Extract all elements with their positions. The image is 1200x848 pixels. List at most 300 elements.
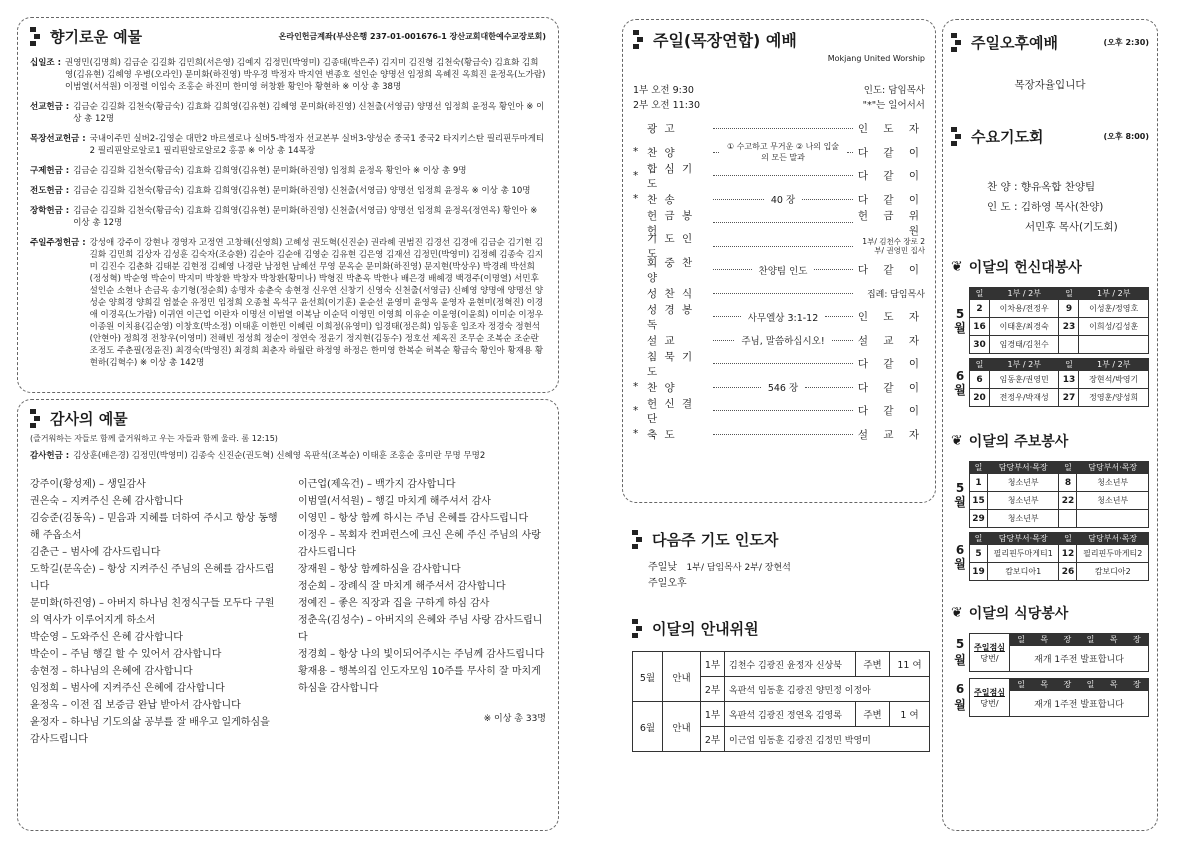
wednesday-lead: 인 도 : 김하영 목사(찬양) (987, 201, 1104, 213)
dedication-header-cell: 1부 / 2부 (989, 359, 1059, 371)
bulletin-table-row (970, 510, 1149, 528)
worship-heading (633, 28, 925, 51)
guide-row (633, 652, 930, 677)
offering-names: 김금순 김길화 김천숙(황금숙) 김효화 김희영(김유현) 문미화(하진영) 신천출(서영금) 양명선 임정희 윤정옥 ※ 이상 총 10명 (73, 186, 531, 196)
dedication-header-cell: 일 (970, 359, 990, 371)
guide-names: 옥판석 임동훈 김광진 양민정 이정아 (725, 677, 930, 702)
worship-item-mid (709, 192, 857, 206)
guide-part: 2부 (701, 727, 725, 752)
cafeteria-month-label: 6월 (954, 682, 966, 712)
thanks-lead (30, 450, 546, 462)
worship-time-2: 2부 오전 11:30 (633, 100, 700, 111)
cafeteria-header-cell: 장 (1125, 634, 1148, 646)
worship-item-name: 기 도 인 도 (647, 233, 695, 261)
thanks-item: 이범열(서석원) – 행길 마치게 해주셔서 감사 (298, 496, 491, 507)
bulletin-month-label: 5월 (954, 480, 966, 509)
heart-icon: ❦ (951, 605, 963, 621)
offering-names: 권영민(김명희) 김금순 김길화 김민희(서은영) 김예지 김정민(박영미) 김종태(박은주) 김지미 김진형 김천숙(황금숙) 김효화 김희영(김유현) 김혜영 우병(오라인) 문미화(하진영) 박우경 박정자 박지연 변종호 설인순 양명선 임정희 옥혜진 옥희진 윤정옥(노가람) 이범열(서석원) 이정렬 이임숙 조홍순 하진미 한미영 허창환 황인아 황현하 ※ 이상 총 38명 (65, 58, 546, 92)
guide-service: 주변 (856, 702, 890, 727)
dotted-leader (832, 340, 853, 341)
worship-row (633, 305, 925, 329)
next-prayer-title: 다음주 기도 인도자 (652, 531, 779, 549)
dotted-leader (825, 316, 853, 317)
worship-item-mid (709, 293, 857, 294)
bulletin-header-cell: 담당부서·목장 (1077, 462, 1149, 474)
right-panel (942, 19, 1158, 831)
worship-item-mid (709, 363, 857, 364)
guide-month: 6월 (633, 702, 663, 752)
dedication-table-header (970, 359, 1149, 371)
guide-part: 1부 (701, 702, 725, 727)
cafeteria-label-2: 당번/ (980, 653, 999, 663)
worship-item-name: 찬 양 (647, 146, 677, 159)
thanks-title: 감사의 예물 (50, 410, 128, 428)
thanks-item: 정순희 – 장례식 잘 마치게 해주셔서 감사합니다 (298, 581, 506, 592)
guide-month: 5월 (633, 652, 663, 702)
guide-service: 주변 (856, 652, 890, 677)
offering-category: 목장선교헌금 : (30, 134, 86, 144)
thanks-item: 황재용 – 행복의집 인도자모임 10주를 무사히 잘 마치게 하심을 감사합니다 (298, 666, 541, 694)
bullet-icon (951, 127, 961, 146)
worship-item-right: 설 교 자 (857, 428, 925, 441)
wednesday-heading (951, 126, 1043, 147)
bullet-icon (951, 33, 961, 52)
cafeteria-header-cell: 목 (1102, 634, 1125, 646)
thanks-item: 이영민 – 항상 함께 하시는 주님 은혜를 감사드립니다 (298, 513, 529, 524)
dotted-leader (713, 128, 853, 129)
worship-item-mid (709, 333, 857, 347)
offerings-panel (17, 17, 559, 393)
bulletin-cell: 19 (970, 563, 988, 581)
worship-item-detail: 40 장 (770, 195, 796, 207)
worship-item-detail: 찬양팀 인도 (758, 265, 808, 277)
stand-marker: * (633, 428, 639, 441)
bullet-icon (30, 27, 40, 46)
offering-category: 전도헌금 : (30, 186, 70, 196)
bulletin-cell: 캄보디아2 (1077, 563, 1149, 581)
worship-item-right: 1부/ 김천수 장로 2부/ 권영민 집사 (862, 237, 925, 256)
guide-part: 1부 (701, 652, 725, 677)
dedication-cell: 27 (1059, 389, 1079, 407)
bulletin-tables (951, 461, 1149, 581)
worship-item-right: 다 같 이 (857, 146, 925, 159)
dotted-leader (713, 199, 764, 200)
worship-item-name: 침 묵 기 도 (647, 350, 695, 378)
worship-item-mid (709, 310, 857, 324)
thanks-heading (30, 408, 546, 429)
worship-row (633, 117, 925, 141)
cafeteria-header-cell: 일 (1079, 679, 1102, 691)
bulletin-header-cell: 담당부서·목장 (987, 462, 1059, 474)
guide-names: 이근업 임동훈 김광진 김정민 박영미 (725, 727, 930, 752)
bulletin-cell: 청소년부 (987, 510, 1059, 528)
thanks-item: 도학길(문옥순) – 항상 지켜주신 주님의 은혜를 감사드립니다 (30, 564, 275, 592)
thanks-left-column (30, 476, 282, 748)
worship-item-name: 회 중 찬 양 (647, 256, 695, 284)
cafeteria-label (970, 634, 1010, 672)
dedication-cell: 장현석/박영기 (1079, 371, 1149, 389)
worship-item-mid (709, 410, 857, 411)
next-prayer-value-1: 1부/ 담임목사 2부/ 장현석 (686, 563, 791, 573)
worship-item-name: 설 교 (647, 334, 677, 347)
cafeteria-heading (951, 603, 1149, 623)
bulletin-title: 이달의 주보봉사 (968, 434, 1069, 450)
afternoon-title: 주일오후예배 (971, 34, 1058, 52)
offering-names: 김금순 김길화 김천숙(황금숙) 김효화 김희영(김유현) 문미화(하진영) 신천출(서영금) 양명선 임정희 윤정옥(정연옥) 황인아 ※ 이상 총 12명 (73, 206, 538, 228)
dedication-header-cell: 1부 / 2부 (1079, 359, 1149, 371)
dedication-cell: 임동훈/권영민 (989, 371, 1059, 389)
dotted-leader (713, 340, 734, 341)
worship-subtitle: Mokjang United Worship (827, 54, 925, 63)
dotted-leader (713, 246, 853, 247)
bulletin-cell: 필리핀두마게티2 (1077, 545, 1149, 563)
bank-account: 온라인헌금계좌(부산은행 237-01-001676-1 장산교회대한예수교장로회) (278, 32, 546, 41)
wednesday-praise: 찬 양 : 향유옥합 찬양팀 (987, 181, 1096, 193)
bulletin-header-cell: 담당부서·목장 (987, 533, 1059, 545)
worship-title: 주일(목장연합) 예배 (653, 31, 797, 50)
offering-category: 십일조 : (30, 58, 61, 68)
bulletin-cell: 8 (1059, 474, 1077, 492)
thanks-item: 윤정옥 – 이전 집 보증금 완납 받아서 감사합니다 (30, 700, 241, 711)
thanks-panel (17, 399, 559, 831)
dotted-leader (814, 269, 853, 270)
cafeteria-label-2: 당번/ (980, 698, 999, 708)
dedication-cell: 6 (970, 371, 990, 389)
bulletin-header-cell: 일 (1059, 462, 1077, 474)
bulletin-cell: 5 (970, 545, 988, 563)
offering-category: 장학헌금 : (30, 206, 70, 216)
thanks-subtitle: (즐거워하는 자들로 함께 즐거워하고 우는 자들과 함께 울라. 롬 12:15) (30, 434, 278, 443)
offerings-heading (30, 26, 142, 47)
bulletin-month-label: 6월 (954, 542, 966, 571)
stand-marker: * (633, 404, 639, 417)
bulletin-cell: 12 (1059, 545, 1077, 563)
cafeteria-label-1: 주일점심 (974, 687, 1005, 697)
bullet-icon (30, 409, 40, 428)
bulletin-cell: 청소년부 (987, 492, 1059, 510)
bullet-icon (632, 530, 642, 549)
dedication-cell: 이희성/김성훈 (1079, 318, 1149, 336)
thanks-item: 강주이(황성제) – 생일감사 (30, 479, 146, 490)
thanks-item: 박순영 – 도와주신 은혜 감사합니다 (30, 632, 183, 643)
afternoon-body: 목장자율입니다 (1014, 79, 1086, 91)
thanks-item: 정경희 – 항상 나의 빛이되어주시는 주님께 감사드립니다 (298, 649, 545, 660)
stand-marker: * (633, 146, 639, 159)
bulletin-cell: 1 (970, 474, 988, 492)
guide-count: 11 여 (890, 652, 930, 677)
dotted-leader (805, 387, 853, 388)
worship-item-right: 집례: 담임목사 (866, 289, 925, 300)
worship-row (633, 258, 925, 282)
dedication-cell: 9 (1059, 300, 1079, 318)
guides-title: 이달의 안내위원 (652, 620, 759, 638)
bulletin-table-header (970, 462, 1149, 474)
guide-role: 안내 (663, 652, 701, 702)
guide-row (633, 702, 930, 727)
dedication-table-row (970, 371, 1149, 389)
next-prayer-label-1: 주일낮 (648, 562, 677, 573)
dotted-leader (802, 199, 853, 200)
worship-leader: 인도: 담임목사 (863, 85, 925, 96)
bulletin-cell: 필리핀두마게티1 (987, 545, 1059, 563)
offering-row (30, 205, 546, 229)
worship-item-detail: 주님, 말씀하십시오! (741, 336, 825, 348)
stand-marker: * (633, 193, 639, 206)
cafeteria-header-cell: 목 (1033, 679, 1056, 691)
dedication-cell: 이태훈/최경숙 (989, 318, 1059, 336)
offering-row (30, 165, 546, 177)
dedication-cell: 20 (970, 389, 990, 407)
worship-item-right: 다 같 이 (857, 381, 925, 394)
worship-item-name: 찬 송 (647, 193, 677, 206)
offering-list (30, 57, 546, 369)
dedication-month-block (951, 287, 1149, 354)
worship-item-mid (709, 175, 857, 176)
cafeteria-month-block (951, 678, 1149, 717)
dotted-leader (847, 152, 853, 153)
thanks-item: 이근업(제옥건) – 백가지 감사합니다 (298, 479, 456, 490)
thanks-total: ※ 이상 총 33명 (483, 714, 546, 724)
offering-row (30, 57, 546, 93)
bulletin-header-cell: 일 (1059, 533, 1077, 545)
bulletin-table (969, 532, 1149, 581)
cafeteria-header-cell: 일 (1010, 679, 1033, 691)
dotted-leader (713, 363, 853, 364)
bulletin-cell (1059, 510, 1077, 528)
dedication-month-label: 6월 (954, 368, 966, 397)
dedication-header-cell: 일 (1059, 288, 1079, 300)
dedication-cell: 30 (970, 336, 990, 354)
cafeteria-header-cell: 목 (1102, 679, 1125, 691)
worship-item-mid (709, 128, 857, 129)
dotted-leader (713, 269, 752, 270)
bulletin-cell: 29 (970, 510, 988, 528)
heart-icon: ❦ (951, 433, 963, 449)
dotted-leader (713, 410, 853, 411)
worship-item-right: 설 교 자 (857, 334, 925, 347)
offering-row (30, 133, 546, 157)
bulletin-cell (1077, 510, 1149, 528)
worship-item-name: 헌 금 봉 헌 (647, 209, 695, 237)
bulletin-table (969, 461, 1149, 528)
worship-item-right: 헌 금 위 원 (857, 209, 925, 237)
cafeteria-table (969, 678, 1149, 717)
dedication-cell: 23 (1059, 318, 1079, 336)
worship-item-mid (709, 141, 857, 163)
worship-item-right: 다 같 이 (857, 358, 925, 371)
thanks-item: 권은숙 – 지켜주신 은혜 감사합니다 (30, 496, 183, 507)
dedication-cell (1079, 336, 1149, 354)
dedication-header-cell: 1부 / 2부 (1079, 288, 1149, 300)
dedication-table-header (970, 288, 1149, 300)
bulletin-header-cell: 담당부서·목장 (1077, 533, 1149, 545)
cafeteria-label (970, 679, 1010, 717)
guide-count: 1 여 (890, 702, 930, 727)
dedication-table (969, 287, 1149, 354)
dotted-leader (713, 222, 853, 223)
bulletin-table-row (970, 474, 1149, 492)
dedication-table-row (970, 336, 1149, 354)
worship-item-name: 성 찬 식 (647, 287, 695, 300)
bulletin-table-row (970, 563, 1149, 581)
thanks-item: 송현정 – 하나님의 은혜에 감사합니다 (30, 666, 193, 677)
dedication-cell: 이성훈/정영호 (1079, 300, 1149, 318)
worship-item-right: 다 같 이 (857, 405, 925, 418)
thanks-item: 정예진 – 좋은 직장과 집을 구하게 하심 감사 (298, 598, 490, 609)
worship-item-name: 성 경 봉 독 (647, 303, 695, 331)
offering-row (30, 185, 546, 197)
cafeteria-text: 재개 1주전 발표합니다 (1010, 646, 1149, 672)
bulletin-cell: 청소년부 (1077, 492, 1149, 510)
dedication-month-label: 5월 (954, 306, 966, 335)
guide-names: 김천수 김광진 윤정자 신상북 (725, 652, 856, 677)
dotted-leader (713, 387, 761, 388)
dotted-leader (713, 316, 741, 317)
bulletin-table-row (970, 545, 1149, 563)
thanks-item: 윤정자 – 하나님 기도의삶 공부를 잘 배우고 일게하심을 감사드립니다 (30, 717, 270, 745)
cafeteria-table-header (970, 634, 1149, 646)
cafeteria-header-cell: 장 (1125, 679, 1148, 691)
cafeteria-month-label: 5월 (954, 637, 966, 667)
afternoon-heading (951, 32, 1058, 53)
bulletin-cell: 15 (970, 492, 988, 510)
dedication-table-row (970, 300, 1149, 318)
worship-item-right: 인 도 자 (857, 311, 925, 324)
dedication-heading (951, 257, 1149, 277)
dotted-leader (713, 175, 853, 176)
cafeteria-table (969, 633, 1149, 672)
bulletin-heading (951, 431, 1149, 451)
thanks-right-column (298, 476, 546, 697)
worship-note: "*"는 일어서서 (862, 100, 925, 111)
worship-item-name: 합 심 기 도 (647, 162, 695, 190)
bulletin-header-cell: 일 (970, 462, 988, 474)
cafeteria-title: 이달의 식당봉사 (968, 606, 1069, 622)
offering-names: 김금순 김길화 김천숙(황금숙) 김효화 김희영(김유현) 김혜영 문미화(하진영) 신천출(서영금) 양명선 임정희 윤정옥 황인아 ※ 이상 총 12명 (73, 102, 545, 124)
dotted-leader (713, 293, 853, 294)
dotted-leader (713, 434, 853, 435)
cafeteria-header-cell: 장 (1056, 634, 1079, 646)
bullet-icon (633, 30, 643, 49)
worship-row (633, 164, 925, 188)
offerings-title: 향기로운 예물 (50, 28, 143, 46)
worship-item-mid (709, 434, 857, 435)
dedication-cell: 2 (970, 300, 990, 318)
worship-order (633, 117, 925, 446)
bulletin-cell: 청소년부 (987, 474, 1059, 492)
worship-item-name: 찬 양 (647, 381, 677, 394)
worship-item-right: 다 같 이 (857, 193, 925, 206)
bulletin-table-row (970, 492, 1149, 510)
dedication-cell: 임경태/김천수 (989, 336, 1059, 354)
worship-panel (622, 19, 936, 503)
guide-role: 안내 (663, 702, 701, 752)
cafeteria-label-1: 주일점심 (974, 642, 1005, 652)
worship-item-name: 광 고 (647, 123, 677, 136)
cafeteria-header-cell: 장 (1056, 679, 1079, 691)
worship-item-mid (709, 222, 857, 223)
bulletin-table-header (970, 533, 1149, 545)
cafeteria-tables (951, 633, 1149, 717)
worship-item-right: 다 같 이 (857, 264, 925, 277)
worship-item-detail: 546 장 (767, 383, 799, 395)
dedication-cell: 전정우/박재성 (989, 389, 1059, 407)
dedication-month-block (951, 358, 1149, 407)
worship-row (633, 399, 925, 423)
dedication-cell: 정영훈/양성희 (1079, 389, 1149, 407)
bulletin-month-block (951, 532, 1149, 581)
dedication-header-cell: 일 (1059, 359, 1079, 371)
dedication-title: 이달의 헌신대봉사 (968, 260, 1082, 276)
dedication-cell: 이차용/전정우 (989, 300, 1059, 318)
worship-item-right: 인 도 자 (857, 123, 925, 136)
offering-names: 강성애 강주이 강현나 경영자 고정연 고창해(신영희) 고혜성 권도혁(신진순) 권라혜 권범진 김경선 김경애 김금순 김기현 김길화 김민희 김상자 김성훈 김숙자(조승환) 김순아 김순애 김영순 김유현 김은영 김재선 김정민(박영미) 김정혜 김종숙 김지미 김진수 김춘화 김태분 김현정 김혜영 나경란 남정헌 남혜선 무영 문옥순 문미화(하진영) 문지현(박상우) 박경례 박선희(정성혁) 박순영 박순이 박지미 박창환 박창자 박창환(황미나) 박형진 박춘옥 박한나 배은경 배혜경 백경주(이명열) 서민후 설인순 소현나 손금옥 송기형(정순희) 송명자 송춘숙 송현정 신우연 신창기 신영숙 신천출(서영금) 신혜영 양명애 양명선 양성순 양희경 양희길 엄불순 유정민 임정희 오종철 옥석구 윤선희(이기훈) 윤순선 윤영미 윤영옥 윤영자 윤현미(정혁진) 이경애 이경옥(노가람) 이귀연 이근업 이란자 이명선 이범열 이복남 이순덕 이영민 이영희 이유순 이윤영(이윤희) 이미순 이정우 이종원 이치용(김순영) 이창호(박소정) 이태훈 이한민 이혜린 이희정(유영미) 임경태(정은희) 임동훈 임조자 정경숙 정현석(안현아) 정희경 전창우(이영미) 전해빈 정성희 정순이 정연숙 정윤기 정지현(김동수) 정호선 제옥진 조무순 조복순 조순란 조정도 주춘필(정윤진) 최경숙(박영진) 최경희 최춘자 하월란 하정영 하정은 한미영 한복순 허복순 황금숙 황인아 황재용 황현하(김혁수) ※ 이상 총 142명 (89, 238, 544, 368)
cafeteria-header-cell: 일 (1010, 634, 1033, 646)
bulletin-cell: 22 (1059, 492, 1077, 510)
dedication-table (969, 358, 1149, 407)
worship-item-mid (709, 263, 857, 277)
cafeteria-text: 재개 1주전 발표합니다 (1010, 691, 1149, 717)
worship-item-name: 축 도 (647, 428, 677, 441)
thanks-item: 문미화(하진영) – 아버지 하나님 친정식구들 모두다 구원의 역사가 이루어지게 하소서 (30, 598, 275, 626)
worship-item-detail: ① 수고하고 무거운 ② 나의 입술의 모든 말과 (726, 142, 840, 163)
bulletin-cell: 26 (1059, 563, 1077, 581)
worship-time-1: 1부 오전 9:30 (633, 85, 694, 96)
afternoon-time: (오후 2:30) (1103, 38, 1149, 47)
offering-category: 선교헌금 : (30, 102, 70, 112)
guides-table (632, 651, 930, 752)
cafeteria-table-header (970, 679, 1149, 691)
thanks-item: 이정우 – 목회자 컨퍼런스에 크신 은혜 주신 주님의 사랑 감사드립니다 (298, 530, 541, 558)
bulletin-cell: 청소년부 (1077, 474, 1149, 492)
bullet-icon (632, 619, 642, 638)
bulletin-cell: 캄보디아1 (987, 563, 1059, 581)
guide-names: 옥판석 김광진 정연옥 김영록 (725, 702, 856, 727)
worship-item-right: 다 같 이 (857, 170, 925, 183)
thanks-lead-cat: 감사헌금 : (30, 451, 70, 461)
dedication-table-row (970, 318, 1149, 336)
dedication-table-row (970, 389, 1149, 407)
dedication-cell: 16 (970, 318, 990, 336)
dedication-header-cell: 1부 / 2부 (989, 288, 1059, 300)
wednesday-lead-2: 서민후 목사(기도회) (1025, 221, 1118, 233)
thanks-item: 임정희 – 범사에 지켜주신 은혜에 감사합니다 (30, 683, 225, 694)
dedication-tables (951, 287, 1149, 407)
dedication-cell: 13 (1059, 371, 1079, 389)
wednesday-title: 수요기도회 (971, 128, 1044, 146)
next-prayer-label-2: 주일오후 (648, 578, 687, 589)
thanks-item: 정춘옥(김성수) – 아버지의 은혜와 주님 사랑 감사드립니다 (298, 615, 543, 643)
cafeteria-header-cell: 일 (1079, 634, 1102, 646)
offering-names: 김금순 김길화 김천숙(황금숙) 김효화 김희영(김유현) 문미화(하진영) 임정희 윤정옥 황인아 ※ 이상 총 9명 (73, 166, 467, 176)
worship-item-mid (709, 246, 857, 247)
dedication-header-cell: 일 (970, 288, 990, 300)
thanks-item: 장재원 – 항상 함께하심을 감사합니다 (298, 564, 461, 575)
dotted-leader (713, 152, 719, 153)
worship-item-name: 헌 신 결 단 (647, 397, 695, 425)
wednesday-time: (오후 8:00) (1103, 132, 1149, 141)
worship-row (633, 352, 925, 376)
offering-row (30, 101, 546, 125)
guide-part: 2부 (701, 677, 725, 702)
bulletin-month-block (951, 461, 1149, 528)
offering-names: 국내이주민 실버2-김영순 대만2 바르셀로나 실버5-박정자 선교본부 실버3-양성순 중국1 중국2 타지키스탄 필리핀두마게티2 필리핀알로알로1 필리핀알로알로2 홍콩 ※ 이상 총 14목장 (89, 134, 545, 156)
thanks-item: 박순이 – 주님 행길 할 수 있어서 감사합니다 (30, 649, 222, 660)
next-prayer-heading (632, 529, 926, 550)
worship-item-mid (709, 380, 857, 394)
stand-marker: * (633, 381, 639, 394)
stand-marker: * (633, 169, 639, 182)
